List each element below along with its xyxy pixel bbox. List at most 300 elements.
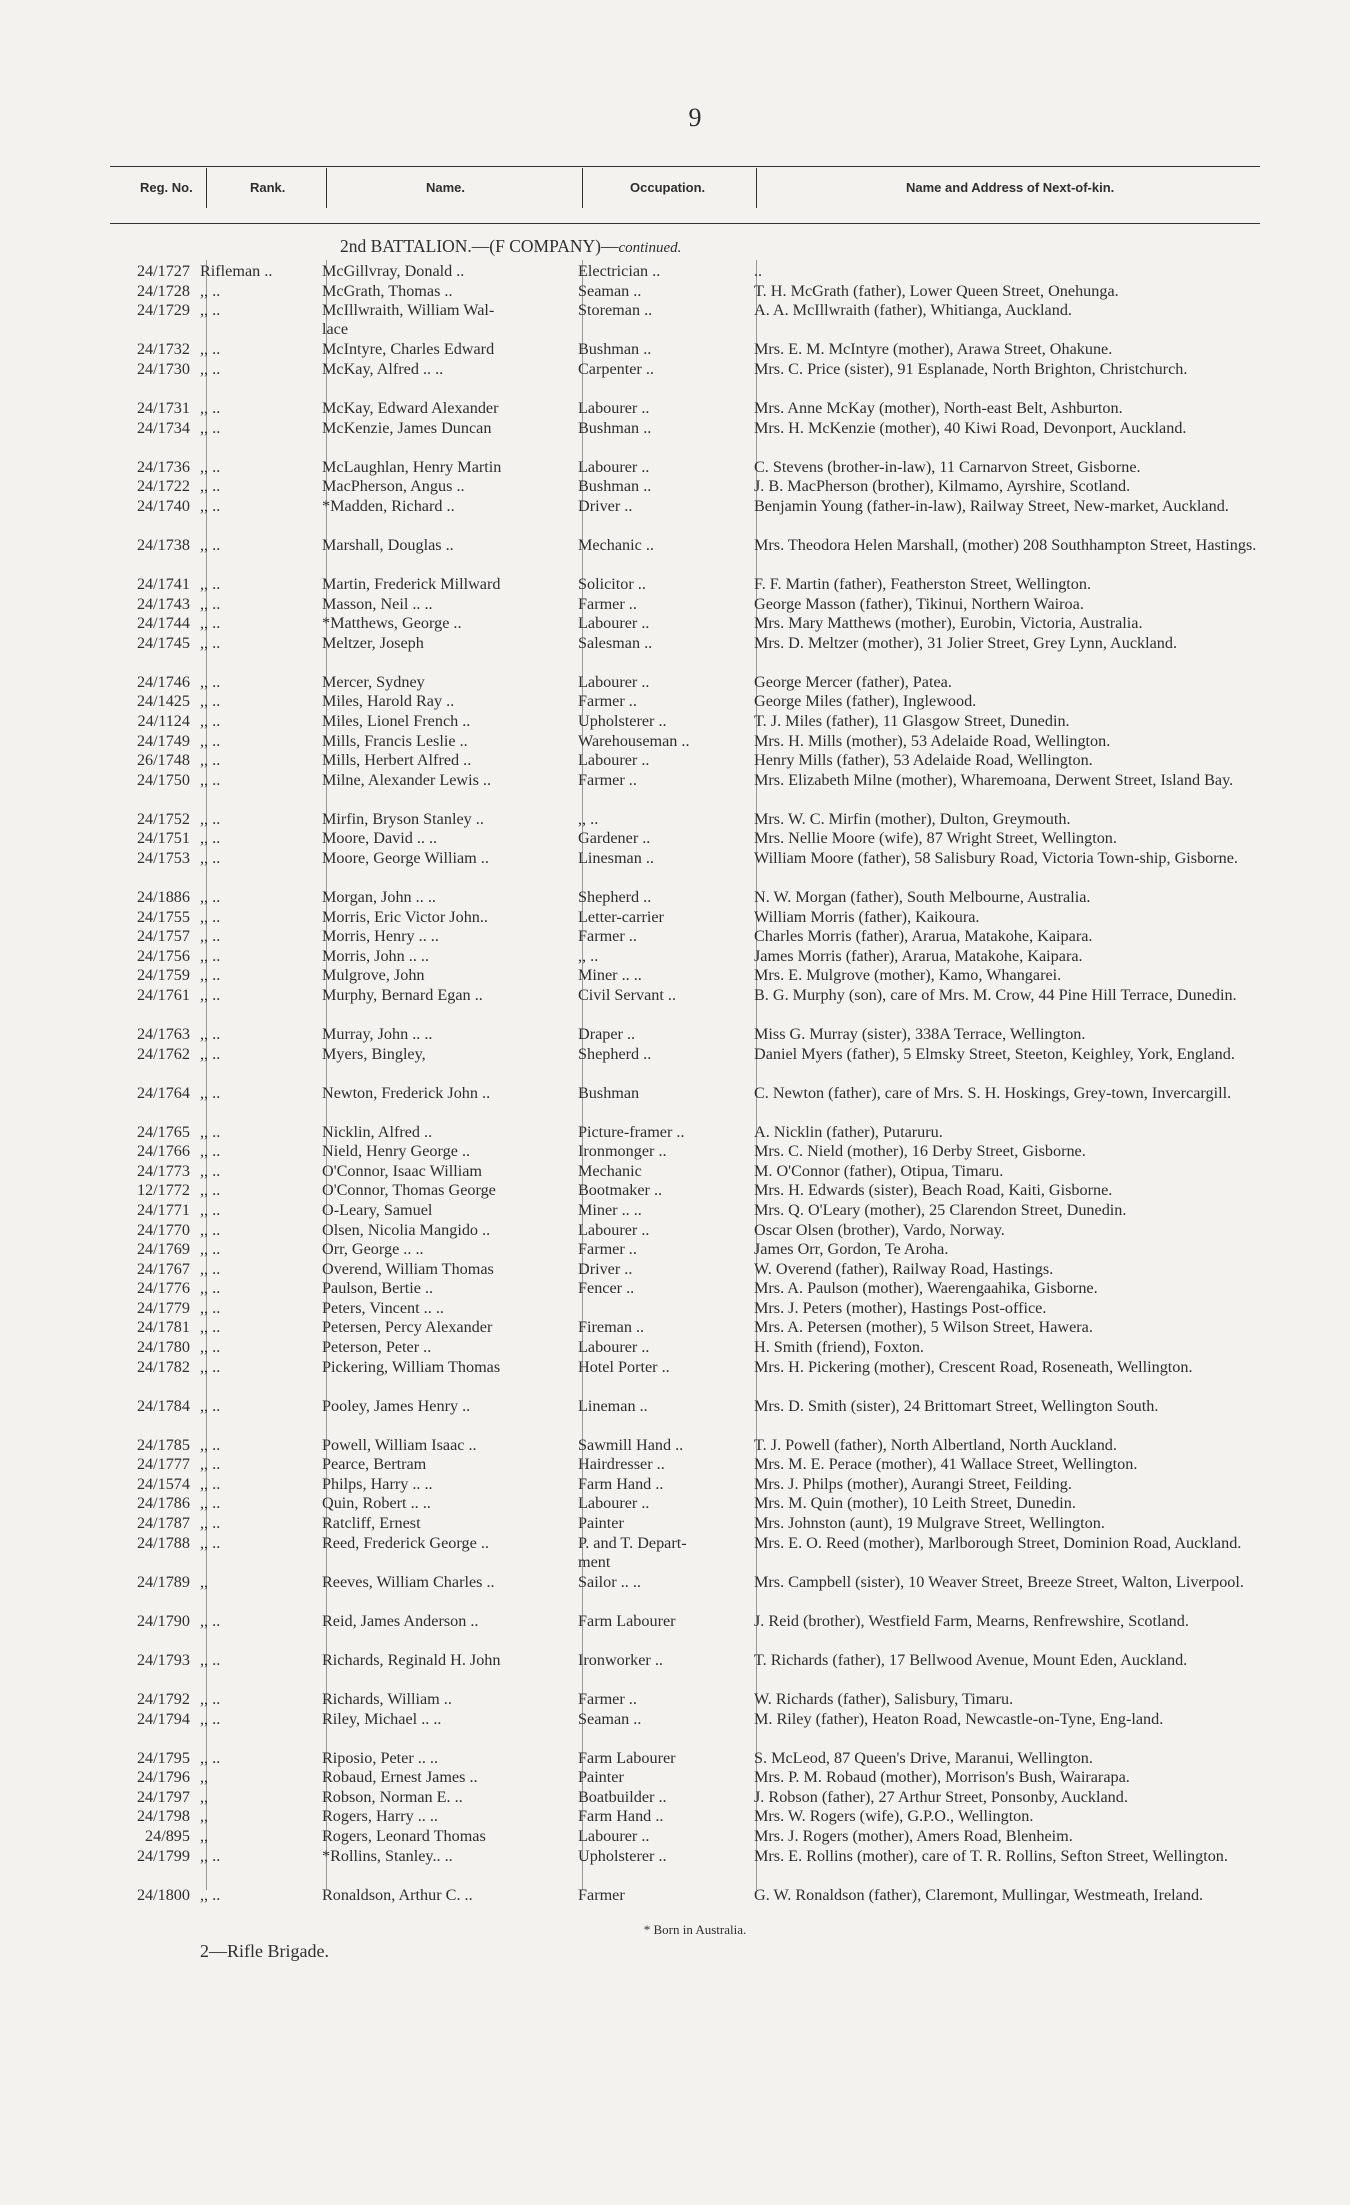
rank-cell: ,, ..	[200, 1181, 221, 1200]
header-reg-no: Reg. No.	[140, 180, 193, 195]
reg-no-cell: 24/1777	[136, 1455, 190, 1474]
occupation-cell: Painter	[578, 1514, 624, 1532]
name-cell: Reeves, William Charles ..	[322, 1572, 495, 1591]
next-of-kin-cell: F. F. Martin (father), Featherston Street, Wellington.	[754, 575, 1092, 593]
occupation-cell: Farm Hand ..	[578, 1807, 664, 1826]
next-of-kin-cell: Oscar Olsen (brother), Vardo, Norway.	[754, 1220, 1005, 1239]
name-cell: McKay, Edward Alexander	[322, 398, 499, 417]
table-row	[0, 1494, 1350, 1514]
name-cell: Morris, Henry .. ..	[322, 927, 439, 946]
reg-no-cell: 24/1734	[136, 418, 190, 437]
next-of-kin-cell: George Miles (father), Inglewood.	[754, 692, 977, 711]
name-cell: Miles, Lionel French ..	[322, 711, 471, 730]
occupation-cell: Storeman ..	[578, 301, 653, 320]
occupation-cell: Driver ..	[578, 1259, 633, 1278]
next-of-kin-cell: James Orr, Gordon, Te Aroha.	[754, 1240, 949, 1259]
next-of-kin-cell: Mrs. P. M. Robaud (mother), Morrison's Bush, Wairarapa.	[754, 1768, 1130, 1787]
rank-cell: ,, ..	[200, 457, 221, 476]
rank-cell: ,, ..	[200, 1122, 221, 1141]
reg-no-cell: 24/1785	[136, 1435, 190, 1454]
table-row	[0, 1749, 1350, 1769]
rank-cell: Rifleman ..	[200, 262, 273, 280]
next-of-kin-cell: M. Riley (father), Heaton Road, Newcastle-on-Tyne, Eng-land.	[754, 1709, 1164, 1728]
reg-no-cell: 24/1779	[136, 1298, 190, 1317]
name-cell: Peters, Vincent .. ..	[322, 1298, 444, 1317]
table-row	[0, 810, 1350, 830]
header-rule-bottom	[110, 223, 1260, 224]
rank-cell: ,, ..	[200, 1474, 221, 1493]
reg-no-cell: 24/895	[145, 1827, 190, 1845]
name-cell: McIllwraith, William Wal- lace	[322, 301, 495, 339]
reg-no-cell: 24/1741	[136, 575, 190, 593]
table-row	[0, 1807, 1350, 1827]
rank-cell: ,, ..	[200, 1514, 221, 1532]
header-rule-top	[110, 166, 1260, 167]
rank-cell: ,, ..	[200, 927, 221, 946]
rank-cell: ,,	[200, 1572, 209, 1591]
reg-no-cell: 24/1732	[136, 340, 190, 359]
occupation-cell: Sailor .. ..	[578, 1572, 641, 1591]
next-of-kin-cell: George Masson (father), Tikinui, Northern Wairoa.	[754, 594, 1084, 613]
occupation-cell: Bushman	[578, 1083, 640, 1102]
table-row	[0, 1651, 1350, 1690]
name-cell: Ratcliff, Ernest	[322, 1514, 421, 1532]
table-row	[0, 634, 1350, 673]
reg-no-cell: 24/1763	[136, 1024, 190, 1043]
occupation-cell: Farmer ..	[578, 927, 637, 946]
reg-no-cell: 24/1574	[136, 1474, 190, 1493]
rank-cell: ,, ..	[200, 359, 221, 378]
reg-no-cell: 12/1772	[136, 1181, 190, 1200]
rank-cell: ,, ..	[200, 1201, 221, 1219]
name-cell: Milne, Alexander Lewis ..	[322, 770, 492, 789]
next-of-kin-cell: Mrs. D. Smith (sister), 24 Brittomart Street, Wellington South.	[754, 1396, 1159, 1415]
occupation-cell: Civil Servant ..	[578, 985, 677, 1004]
next-of-kin-cell: Mrs. H. Mills (mother), 53 Adelaide Road, Wellington.	[754, 731, 1111, 750]
name-cell: Martin, Frederick Millward	[322, 575, 501, 593]
occupation-cell: Gardener ..	[578, 829, 651, 848]
reg-no-cell: 24/1771	[136, 1201, 190, 1219]
name-cell: O'Connor, Thomas George	[322, 1181, 496, 1200]
reg-no-cell: 24/1740	[136, 496, 190, 515]
name-cell: McGrath, Thomas ..	[322, 281, 453, 300]
table-row	[0, 282, 1350, 302]
name-cell: *Madden, Richard ..	[322, 496, 455, 515]
next-of-kin-cell: T. J. Miles (father), 11 Glasgow Street, Dunedin.	[754, 711, 1070, 730]
name-cell: McKenzie, James Duncan	[322, 418, 492, 437]
next-of-kin-cell: Mrs. H. Pickering (mother), Crescent Road, Roseneath, Wellington.	[754, 1357, 1193, 1376]
next-of-kin-cell: Mrs. E. M. McIntyre (mother), Arawa Street, Ohakune.	[754, 340, 1113, 359]
occupation-cell: Farmer ..	[578, 594, 637, 613]
name-cell: McIntyre, Charles Edward	[322, 340, 495, 359]
reg-no-cell: 24/1798	[136, 1807, 190, 1826]
occupation-cell: ,, ..	[578, 809, 599, 828]
reg-no-cell: 24/1736	[136, 457, 190, 476]
occupation-cell: Labourer ..	[578, 457, 650, 476]
name-cell: Marshall, Douglas ..	[322, 535, 454, 554]
name-cell: Quin, Robert .. ..	[322, 1494, 431, 1513]
reg-no-cell: 24/1749	[136, 731, 190, 750]
next-of-kin-cell: Mrs. Theodora Helen Marshall, (mother) 208 Southhampton Street, Hastings.	[754, 535, 1257, 554]
next-of-kin-cell: Henry Mills (father), 53 Adelaide Road, Wellington.	[754, 751, 1093, 770]
reg-no-cell: 24/1731	[136, 398, 190, 417]
name-cell: Mercer, Sydney	[322, 672, 425, 691]
occupation-cell: Boatbuilder ..	[578, 1787, 667, 1806]
table-row	[0, 1573, 1350, 1612]
table-row	[0, 575, 1350, 595]
next-of-kin-cell: B. G. Murphy (son), care of Mrs. M. Crow, 44 Pine Hill Terrace, Dunedin.	[754, 985, 1237, 1004]
reg-no-cell: 24/1780	[136, 1337, 190, 1356]
next-of-kin-cell: Mrs. A. Petersen (mother), 5 Wilson Street, Hawera.	[754, 1318, 1093, 1337]
name-cell: Morris, Eric Victor John..	[322, 907, 488, 926]
reg-no-cell: 24/1796	[136, 1768, 190, 1787]
column-header	[110, 166, 1260, 226]
table-row	[0, 692, 1350, 712]
reg-no-cell: 24/1755	[136, 907, 190, 926]
name-cell: Pooley, James Henry ..	[322, 1396, 471, 1415]
rank-cell: ,, ..	[200, 281, 221, 300]
occupation-cell: Solicitor ..	[578, 575, 646, 593]
rank-cell: ,, ..	[200, 809, 221, 828]
table-row	[0, 399, 1350, 419]
rank-cell: ,, ..	[200, 575, 221, 593]
rank-cell: ,, ..	[200, 1885, 221, 1904]
occupation-cell: Lineman ..	[578, 1396, 648, 1415]
next-of-kin-cell: ..	[754, 262, 763, 280]
table-row	[0, 1768, 1350, 1788]
table-row	[0, 1827, 1350, 1847]
rank-cell: ,, ..	[200, 1259, 221, 1278]
next-of-kin-cell: M. O'Connor (father), Otipua, Timaru.	[754, 1161, 1004, 1180]
reg-no-cell: 24/1793	[136, 1650, 190, 1669]
occupation-cell: Painter	[578, 1768, 624, 1787]
occupation-cell: Bushman ..	[578, 340, 652, 359]
rank-cell: ,, ..	[200, 633, 221, 652]
rank-cell: ,, ..	[200, 496, 221, 515]
table-row	[0, 1788, 1350, 1808]
rank-cell: ,,	[200, 1768, 209, 1787]
name-cell: Rogers, Leonard Thomas	[322, 1827, 486, 1845]
name-cell: McKay, Alfred .. ..	[322, 359, 444, 378]
reg-no-cell: 24/1769	[136, 1240, 190, 1259]
name-cell: MacPherson, Angus ..	[322, 477, 465, 496]
reg-no-cell: 24/1729	[136, 301, 190, 320]
name-cell: Moore, George William ..	[322, 848, 489, 867]
occupation-cell: Bootmaker ..	[578, 1181, 663, 1200]
table-row	[0, 1240, 1350, 1260]
rank-cell: ,, ..	[200, 1455, 221, 1474]
occupation-cell: Miner .. ..	[578, 1201, 642, 1219]
rank-cell: ,, ..	[200, 1240, 221, 1259]
table-row	[0, 1201, 1350, 1221]
reg-no-cell: 24/1794	[136, 1709, 190, 1728]
occupation-cell: Shepherd ..	[578, 1044, 652, 1063]
next-of-kin-cell: Mrs. Johnston (aunt), 19 Mulgrave Street, Wellington.	[754, 1514, 1105, 1532]
name-cell: Mills, Francis Leslie ..	[322, 731, 468, 750]
next-of-kin-cell: H. Smith (friend), Foxton.	[754, 1337, 924, 1356]
name-cell: Petersen, Percy Alexander	[322, 1318, 493, 1337]
reg-no-cell: 24/1784	[136, 1396, 190, 1415]
page-number: 9	[688, 103, 702, 132]
next-of-kin-cell: J. Reid (brother), Westfield Farm, Mearns, Renfrewshire, Scotland.	[754, 1611, 1189, 1630]
reg-no-cell: 24/1790	[136, 1611, 190, 1630]
name-cell: Murray, John .. ..	[322, 1024, 433, 1043]
occupation-cell: Seaman ..	[578, 1709, 642, 1728]
next-of-kin-cell: W. Richards (father), Salisbury, Timaru.	[754, 1690, 1014, 1709]
rank-cell: ,, ..	[200, 535, 221, 554]
occupation-cell: Warehouseman ..	[578, 731, 690, 750]
table-row	[0, 1123, 1350, 1143]
reg-no-cell: 24/1787	[136, 1514, 190, 1532]
next-of-kin-cell: Benjamin Young (father-in-law), Railway Street, New-market, Auckland.	[754, 496, 1229, 515]
table-row	[0, 1338, 1350, 1358]
rank-cell: ,, ..	[200, 1435, 221, 1454]
table-row	[0, 458, 1350, 478]
reg-no-cell: 24/1730	[136, 359, 190, 378]
next-of-kin-cell: Miss G. Murray (sister), 338A Terrace, Wellington.	[754, 1024, 1086, 1043]
occupation-cell: Labourer ..	[578, 1827, 650, 1845]
rank-cell: ,, ..	[200, 398, 221, 417]
next-of-kin-cell: Daniel Myers (father), 5 Elmsky Street, Steeton, Keighley, York, England.	[754, 1044, 1235, 1063]
name-cell: *Matthews, George ..	[322, 614, 462, 633]
reg-no-cell: 24/1800	[136, 1885, 190, 1904]
next-of-kin-cell: Mrs. J. Rogers (mother), Amers Road, Blenheim.	[754, 1827, 1073, 1845]
reg-no-cell: 26/1748	[136, 751, 190, 770]
table-row	[0, 1475, 1350, 1495]
table-row	[0, 947, 1350, 967]
header-divider	[326, 168, 327, 208]
reg-no-cell: 24/1797	[136, 1787, 190, 1806]
name-cell: Powell, William Isaac ..	[322, 1435, 477, 1454]
next-of-kin-cell: G. W. Ronaldson (father), Claremont, Mullingar, Westmeath, Ireland.	[754, 1885, 1204, 1904]
name-cell: Riposio, Peter .. ..	[322, 1748, 439, 1767]
name-cell: Paulson, Bertie ..	[322, 1279, 434, 1298]
rank-cell: ,, ..	[200, 1024, 221, 1043]
next-of-kin-cell: Mrs. Campbell (sister), 10 Weaver Street, Breeze Street, Walton, Liverpool.	[754, 1572, 1244, 1591]
header-occupation: Occupation.	[630, 180, 706, 195]
next-of-kin-cell: Charles Morris (father), Araruа, Matakohe, Kaipara.	[754, 927, 1093, 946]
occupation-cell: Labourer ..	[578, 614, 650, 633]
table-row	[0, 340, 1350, 360]
rank-cell: ,, ..	[200, 1748, 221, 1767]
table-row	[0, 497, 1350, 536]
table-row	[0, 536, 1350, 575]
table-row	[0, 262, 1350, 282]
table-row	[0, 1436, 1350, 1456]
rank-cell: ,, ..	[200, 1396, 221, 1415]
table-row	[0, 1690, 1350, 1710]
next-of-kin-cell: Mrs. Mary Matthews (mother), Eurobin, Victoria, Australia.	[754, 614, 1143, 633]
rank-cell: ,, ..	[200, 340, 221, 359]
reg-no-cell: 24/1792	[136, 1690, 190, 1709]
section-continued: continued.	[618, 240, 682, 256]
occupation-cell: Driver ..	[578, 496, 633, 515]
reg-no-cell: 24/1727	[136, 262, 190, 280]
occupation-cell: Ironworker ..	[578, 1650, 663, 1669]
occupation-cell: Labourer ..	[578, 672, 650, 691]
name-cell: Pickering, William Thomas	[322, 1357, 501, 1376]
table-row	[0, 966, 1350, 986]
next-of-kin-cell: James Morris (father), Araruа, Matakohe, Kaipara.	[754, 946, 1083, 965]
rank-cell: ,, ..	[200, 672, 221, 691]
name-cell: Mills, Herbert Alfred ..	[322, 751, 472, 770]
roll-table	[0, 262, 1350, 1925]
reg-no-cell: 24/1789	[136, 1572, 190, 1591]
next-of-kin-cell: T. J. Powell (father), North Albertland, North Auckland.	[754, 1435, 1117, 1454]
table-row	[0, 1318, 1350, 1338]
name-cell: Rogers, Harry .. ..	[322, 1807, 438, 1826]
rank-cell: ,, ..	[200, 1337, 221, 1356]
next-of-kin-cell: T. H. McGrath (father), Lower Queen Street, Onehunga.	[754, 281, 1119, 300]
name-cell: Peterson, Peter ..	[322, 1337, 432, 1356]
section-title-text: 2nd BATTALION.—(F COMPANY)—	[340, 236, 619, 256]
rank-cell: ,, ..	[200, 985, 221, 1004]
occupation-cell: Ironmonger ..	[578, 1142, 667, 1161]
reg-no-cell: 24/1744	[136, 614, 190, 633]
rank-cell: ,, ..	[200, 770, 221, 789]
table-row	[0, 1260, 1350, 1280]
reg-no-cell: 24/1781	[136, 1318, 190, 1337]
next-of-kin-cell: George Mercer (father), Patea.	[754, 672, 952, 691]
rank-cell: ,, ..	[200, 1220, 221, 1239]
rank-cell: ,,	[200, 1787, 209, 1806]
reg-no-cell: 24/1770	[136, 1220, 190, 1239]
rank-cell: ,, ..	[200, 731, 221, 750]
rank-cell: ,, ..	[200, 1161, 221, 1180]
reg-no-cell: 24/1761	[136, 985, 190, 1004]
table-row	[0, 1084, 1350, 1123]
name-cell: Robson, Norman E. ..	[322, 1787, 463, 1806]
occupation-cell: Miner .. ..	[578, 966, 642, 985]
occupation-cell: Labourer ..	[578, 1494, 650, 1513]
name-cell: Newton, Frederick John ..	[322, 1083, 491, 1102]
occupation-cell: Labourer ..	[578, 1337, 650, 1356]
name-cell: Nicklin, Alfred ..	[322, 1122, 433, 1141]
occupation-cell: Salesman ..	[578, 633, 653, 652]
rank-cell: ,, ..	[200, 1846, 221, 1865]
reg-no-cell: 24/1757	[136, 927, 190, 946]
reg-no-cell: 24/1750	[136, 770, 190, 789]
occupation-cell: Hairdresser ..	[578, 1455, 665, 1474]
table-row	[0, 360, 1350, 399]
rank-cell: ,, ..	[200, 1709, 221, 1728]
reg-no-cell: 24/1886	[136, 888, 190, 906]
rank-cell: ,, ..	[200, 692, 221, 711]
reg-no-cell: 24/1795	[136, 1748, 190, 1767]
reg-no-cell: 24/1786	[136, 1494, 190, 1513]
occupation-cell: Bushman ..	[578, 477, 652, 496]
occupation-cell: Draper ..	[578, 1024, 636, 1043]
occupation-cell: Hotel Porter ..	[578, 1357, 670, 1376]
table-row	[0, 1397, 1350, 1436]
table-row	[0, 1847, 1350, 1886]
occupation-cell: Farm Hand ..	[578, 1474, 664, 1493]
rank-cell: ,, ..	[200, 1318, 221, 1337]
table-row	[0, 712, 1350, 732]
occupation-cell: ,, ..	[578, 946, 599, 965]
rank-cell: ,, ..	[200, 1083, 221, 1102]
rank-cell: ,,	[200, 1807, 209, 1826]
table-row	[0, 1612, 1350, 1651]
reg-no-cell: 24/1765	[136, 1122, 190, 1141]
table-row	[0, 771, 1350, 810]
next-of-kin-cell: William Moore (father), 58 Salisbury Road, Victoria Town-ship, Gisborne.	[754, 848, 1238, 867]
next-of-kin-cell: Mrs. Anne McKay (mother), North-east Belt, Ashburton.	[754, 398, 1123, 417]
name-cell: Overend, William Thomas	[322, 1259, 494, 1278]
occupation-cell: Linesman ..	[578, 848, 654, 867]
table-row	[0, 1279, 1350, 1299]
reg-no-cell: 24/1764	[136, 1083, 190, 1102]
rank-cell: ,, ..	[200, 614, 221, 633]
reg-no-cell: 24/1773	[136, 1161, 190, 1180]
next-of-kin-cell: Mrs. Elizabeth Milne (mother), Wharemoana, Derwent Street, Island Bay.	[754, 770, 1234, 789]
occupation-cell: Letter-carrier	[578, 907, 664, 926]
next-of-kin-cell: Mrs. M. Quin (mother), 10 Leith Street, Dunedin.	[754, 1494, 1076, 1513]
table-row	[0, 751, 1350, 771]
reg-no-cell: 24/1753	[136, 848, 190, 867]
table-row	[0, 849, 1350, 888]
name-cell: Pearce, Bertram	[322, 1455, 427, 1474]
next-of-kin-cell: Mrs. H. Edwards (sister), Beach Road, Kaiti, Gisborne.	[754, 1181, 1113, 1200]
table-row	[0, 1221, 1350, 1241]
reg-no-cell: 24/1124	[137, 711, 190, 730]
next-of-kin-cell: W. Overend (father), Railway Road, Hastings.	[754, 1259, 1054, 1278]
next-of-kin-cell: Mrs. Nellie Moore (wife), 87 Wright Street, Wellington.	[754, 829, 1117, 848]
table-row	[0, 1142, 1350, 1162]
name-cell: *Rollins, Stanley.. ..	[322, 1846, 453, 1865]
rank-cell: ,, ..	[200, 1279, 221, 1298]
table-row	[0, 477, 1350, 497]
table-row	[0, 1025, 1350, 1045]
reg-no-cell: 24/1762	[136, 1044, 190, 1063]
occupation-cell: Labourer ..	[578, 1220, 650, 1239]
occupation-cell: Fireman ..	[578, 1318, 645, 1337]
rank-cell: ,, ..	[200, 301, 221, 320]
name-cell: Morgan, John .. ..	[322, 888, 436, 906]
reg-no-cell: 24/1759	[136, 966, 190, 985]
reg-no-cell: 24/1756	[136, 946, 190, 965]
table-row	[0, 595, 1350, 615]
rank-cell: ,, ..	[200, 1650, 221, 1669]
rank-cell: ,, ..	[200, 477, 221, 496]
table-row	[0, 986, 1350, 1025]
reg-no-cell: 24/1425	[136, 692, 190, 711]
occupation-cell: Upholsterer ..	[578, 1846, 667, 1865]
rank-cell: ,, ..	[200, 1044, 221, 1063]
header-name: Name.	[426, 180, 466, 195]
table-row	[0, 614, 1350, 634]
table-row	[0, 1045, 1350, 1084]
rank-cell: ,, ..	[200, 966, 221, 985]
rank-cell: ,, ..	[200, 711, 221, 730]
rank-cell: ,, ..	[200, 594, 221, 613]
name-cell: Robaud, Ernest James ..	[322, 1768, 478, 1787]
occupation-cell: Electrician ..	[578, 262, 661, 280]
table-row	[0, 927, 1350, 947]
table-row	[0, 829, 1350, 849]
table-row	[0, 888, 1350, 908]
name-cell: Myers, Bingley,	[322, 1044, 426, 1063]
occupation-cell: Farmer ..	[578, 1690, 637, 1709]
rank-cell: ,, ..	[200, 848, 221, 867]
next-of-kin-cell: Mrs. W. C. Mirfin (mother), Dulton, Greymouth.	[754, 809, 1071, 828]
table-row	[0, 732, 1350, 752]
reg-no-cell: 24/1738	[136, 535, 190, 554]
name-cell: McLaughlan, Henry Martin	[322, 457, 502, 476]
name-cell: Riley, Michael .. ..	[322, 1709, 442, 1728]
next-of-kin-cell: Mrs. C. Price (sister), 91 Esplanade, North Brighton, Christchurch.	[754, 359, 1188, 378]
next-of-kin-cell: S. McLeod, 87 Queen's Drive, Maranui, Wellington.	[754, 1748, 1093, 1767]
